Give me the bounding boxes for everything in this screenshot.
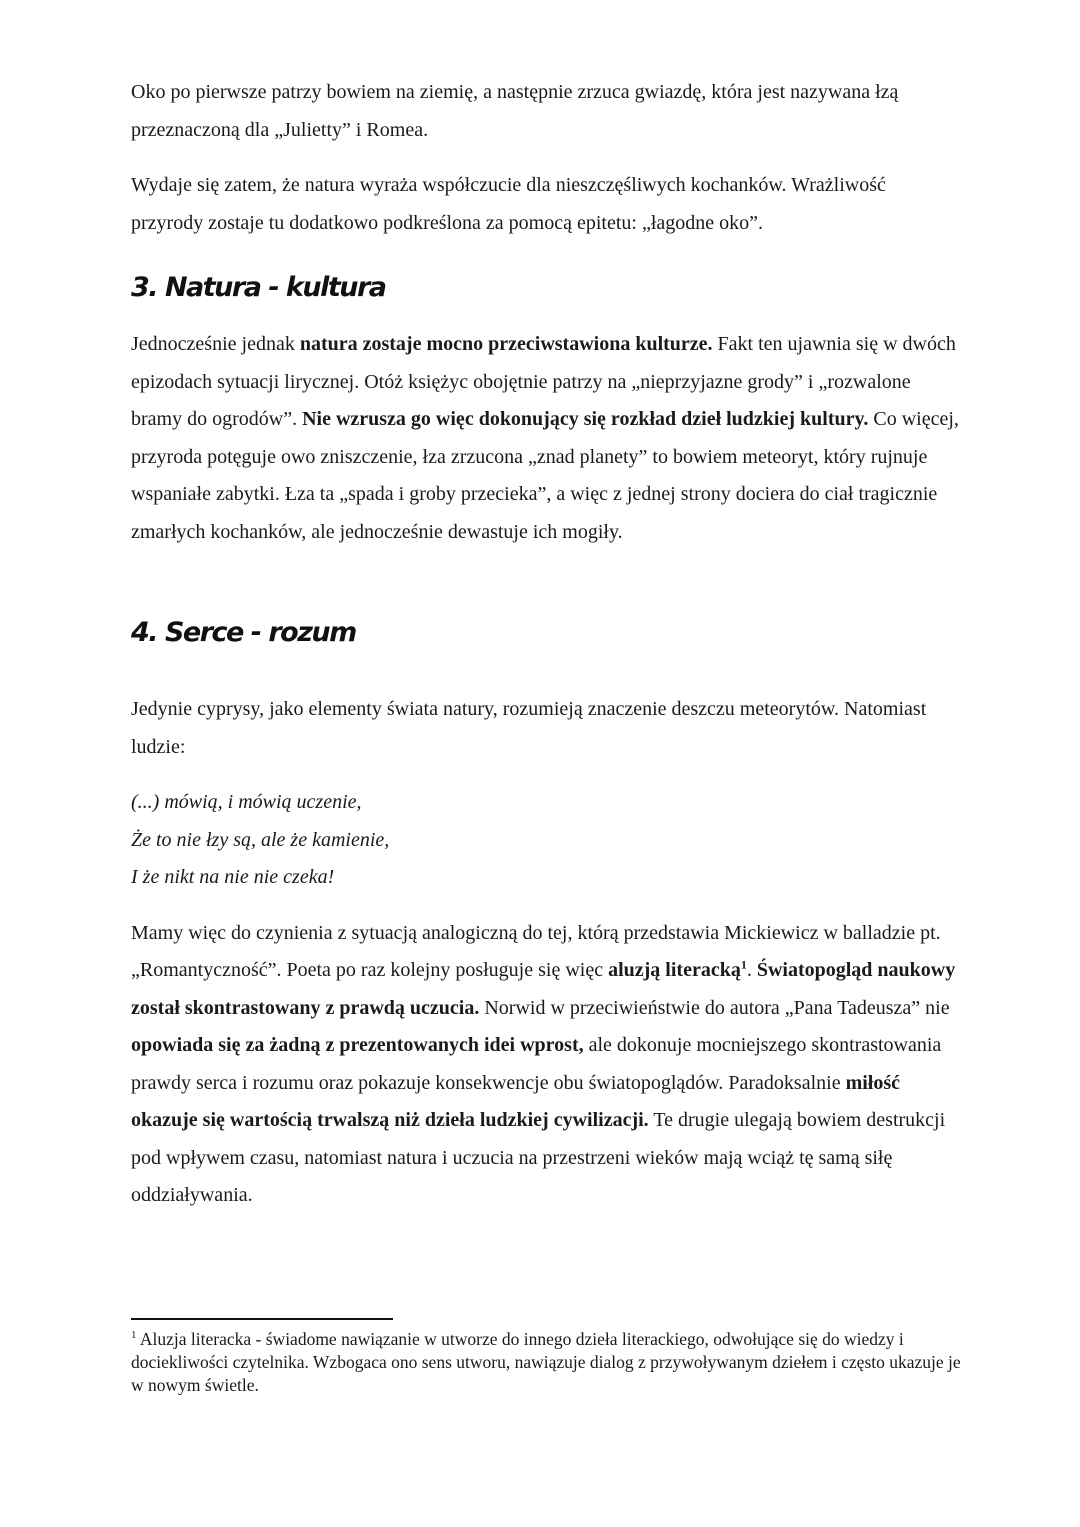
bold-phrase: natura zostaje mocno przeciwstawiona kulturze.	[299, 333, 713, 355]
section-heading-nature-culture: 3. Natura - kultura	[131, 272, 386, 303]
bold-phrase: Światopogląd naukowy został skontrastowany z prawdą uczucia.	[131, 959, 956, 1019]
footnote-separator	[131, 1318, 393, 1320]
bold-phrase: Nie wzrusza go więc dokonujący się rozkład dzieł ludzkiej kultury.	[302, 408, 869, 430]
paragraph-nature-compassion: Wydaje się zatem, że natura wyraża współczucie dla nieszczęśliwych kochanków. Wrażliwość przyrody zostaje tu dodatkowo podkreślona za pomocą epitetu: „łagodne oko”.	[131, 174, 886, 234]
footnote-marker: 1	[131, 1329, 137, 1342]
bold-phrase: miłość okazuje się wartością trwalszą niż dzieła ludzkiej cywilizacji.	[131, 1071, 901, 1131]
paragraph-eye-star: Oko po pierwsze patrzy bowiem na ziemię, a następnie zrzuca gwiazdę, która jest nazywana łzą przeznaczoną dla „Julietty” i Romea.	[131, 81, 899, 141]
footnote	[131, 1328, 961, 1397]
document-page	[131, 74, 961, 1215]
bold-phrase: opowiada się za żadną z prezentowanych idei wprost,	[131, 1034, 584, 1056]
quote-line: I że nikt na nie nie czeka!	[131, 866, 335, 888]
paragraph-nature-vs-culture: Jednocześnie jednak natura zostaje mocno przeciwstawiona kulturze. Fakt ten ujawnia się w dwóch epizodach sytuacji lirycznej. Otóż księżyc obojętnie patrzy na „nieprzyjazne grody” i „rozwalone bramy do ogrodów”. Nie wzrusza go więc dokonujący się rozkład dzieł ludzkiej kultury. Co więcej, przyroda potęguje owo zniszczenie, łza zrzucona „znad planety” to bowiem meteoryt, który rujnuje wspaniałe zabytki. Łza ta „spada i groby przecieka”, a więc z jednej strony dociera do ciał tragicznie zmarłych kochanków, ale jednocześnie dewastuje ich mogiły.	[131, 333, 959, 543]
quote-line: (...) mówią, i mówią uczenie,	[131, 791, 362, 813]
paragraph-romanticism-allusion: Mamy więc do czynienia z sytuacją analogiczną do tej, którą przedstawia Mickiewicz w balladzie pt. „Romantyczność”. Poeta po raz kolejny posługuje się więc aluzją literacką$^1$. Światopogląd naukowy został skontrastowany z prawdą uczucia. Norwid w przeciwieństwie do autora „Pana Tadeusza” nie opowiada się za żadną z prezentowanych idei wprost, ale dokonuje mocniejszego skontrastowania prawdy serca i rozumu oraz pokazuje konsekwencje obu światopoglądów. Paradoksalnie miłość okazuje się wartością trwalszą niż dzieła ludzkiej cywilizacji. Te drugie ulegają bowiem destrukcji pod wpływem czasu, natomiast natura i uczucia na przestrzeni wieków mają wciąż tę samą siłę oddziaływania.	[131, 921, 956, 1206]
section-heading-heart-mind: 4. Serce - rozum	[131, 617, 356, 648]
footnote-ref[interactable]: 1	[740, 957, 747, 972]
bold-phrase: aluzją literacką$^1$	[608, 957, 747, 981]
quote-line: Że to nie łzy są, ale że kamienie,	[131, 828, 390, 851]
poem-quote	[131, 784, 961, 897]
footnote-text: Aluzja literacka - świadome nawiązanie w utworze do innego dzieła literackiego, odwołujące się do wiedzy i dociekliwości czytelnika. Wzbogaca ono sens utworu, nawiązuje dialog z przywoływanym dziełem i często ukazuje je w nowym świetle.	[131, 1329, 961, 1395]
paragraph-cypresses: Jedynie cyprysy, jako elementy świata natury, rozumieją znaczenie deszczu meteorytów. Natomiast ludzie:	[131, 698, 927, 758]
